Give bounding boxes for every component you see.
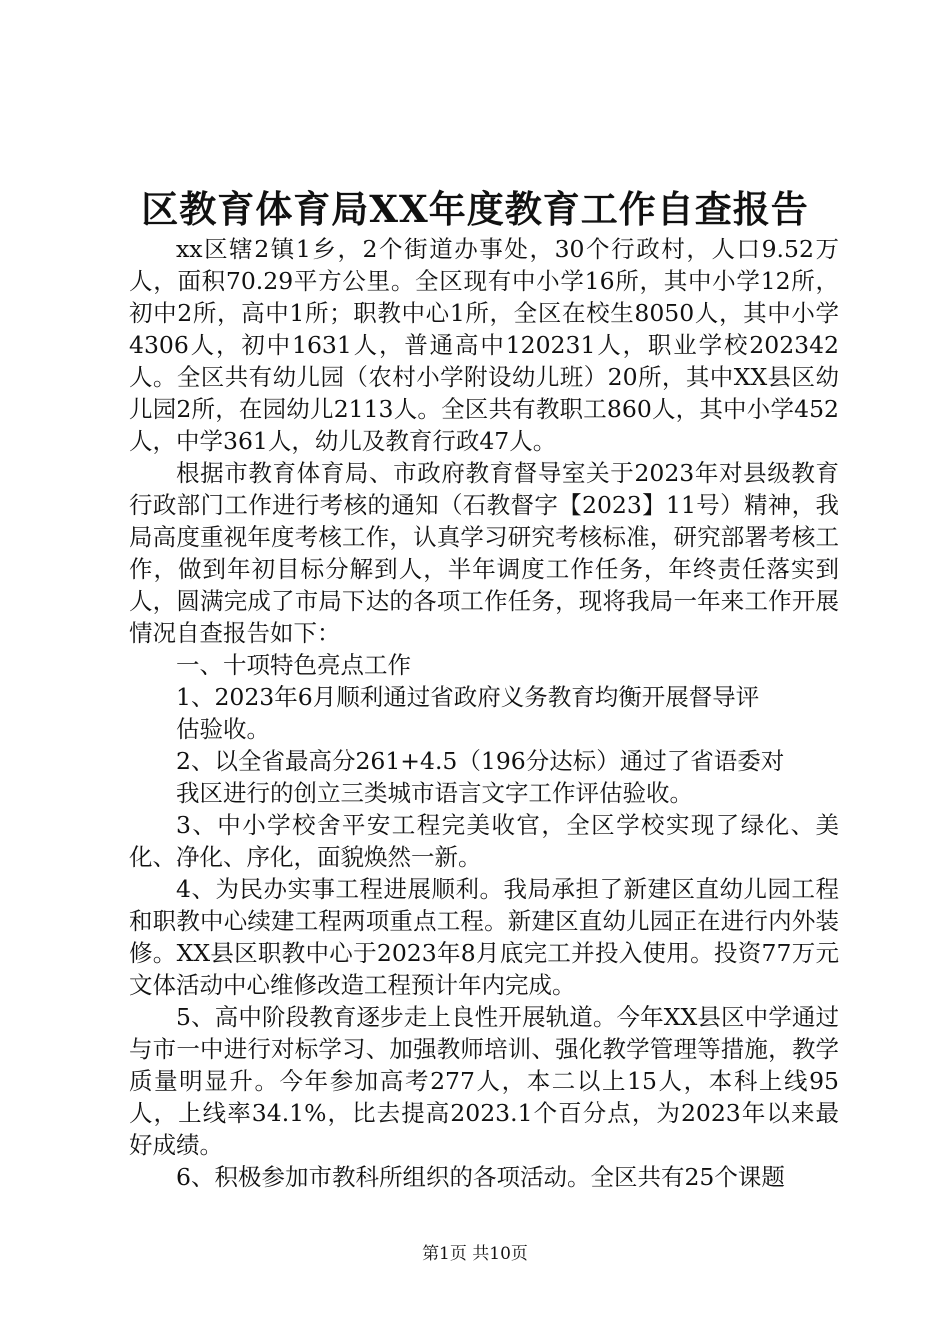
list-item (129, 745, 816, 809)
document-title: 区教育体育局XX年度教育工作自查报告 (141, 187, 809, 231)
list-item-line: 2、以全省最高分261+4.5（196分达标）通过了省语委对 (176, 747, 785, 775)
basis-paragraph: 根据市教育体育局、市政府教育督导室关于2023年对县级教育行政部门工作进行考核的通知（石教督字【2023】11号）精神，我局高度重视年度考核工作，认真学习研究考核标准，研究部署考核工作，做到年初目标分解到人，半年调度工作任务，年终责任落实到人，圆满完成了市局下达的各项工作任务，现将我局一年来工作开展情况自查报告如下： (129, 459, 839, 647)
list-item-line: 估验收。 (176, 715, 270, 743)
page-footer: 第1页 共10页 (422, 1244, 528, 1264)
list-item: 4、为民办实事工程进展顺利。我局承担了新建区直幼儿园工程和职教中心续建工程两项重点工程。新建区直幼儿园正在进行内外装修。XX县区职教中心于2023年8月底完工并投入使用。投资77万元文体活动中心维修改造工程预计年内完成。 (129, 875, 839, 999)
list-item-line: 我区进行的创立三类城市语言文字工作评估验收。 (176, 779, 693, 807)
intro-paragraph: xx区辖2镇1乡，2个街道办事处，30个行政村，人口9.52万人，面积70.29平方公里。全区现有中小学16所，其中小学12所，初中2所，高中1所；职教中心1所，全区在校生8050人，其中小学4306人，初中1631人，普通高中120231人，职业学校202342人。全区共有幼儿园（农村小学附设幼儿班）20所，其中XX县区幼儿园2所，在园幼儿2113人。全区共有教职工860人，其中小学452人，中学361人，幼儿及教育行政47人。 (129, 235, 839, 455)
list-item: 5、高中阶段教育逐步走上良性开展轨道。今年XX县区中学通过与市一中进行对标学习、加强教师培训、强化教学管理等措施，教学质量明显升。今年参加高考277人，本二以上15人，本科上线95人，上线率34.1%，比去提高2023.1个百分点，为2023年以来最好成绩。 (129, 1003, 839, 1159)
list-item (129, 681, 816, 745)
list-item-line: 1、2023年6月顺利通过省政府义务教育均衡开展督导评 (176, 683, 760, 711)
section-heading: 一、十项特色亮点工作 (176, 651, 411, 679)
list-item: 3、中小学校舍平安工程完美收官，全区学校实现了绿化、美化、净化、序化，面貌焕然一新。 (129, 811, 839, 871)
document-body (129, 233, 839, 1193)
list-item: 6、积极参加市教科所组织的各项活动。全区共有25个课题 (176, 1163, 785, 1191)
